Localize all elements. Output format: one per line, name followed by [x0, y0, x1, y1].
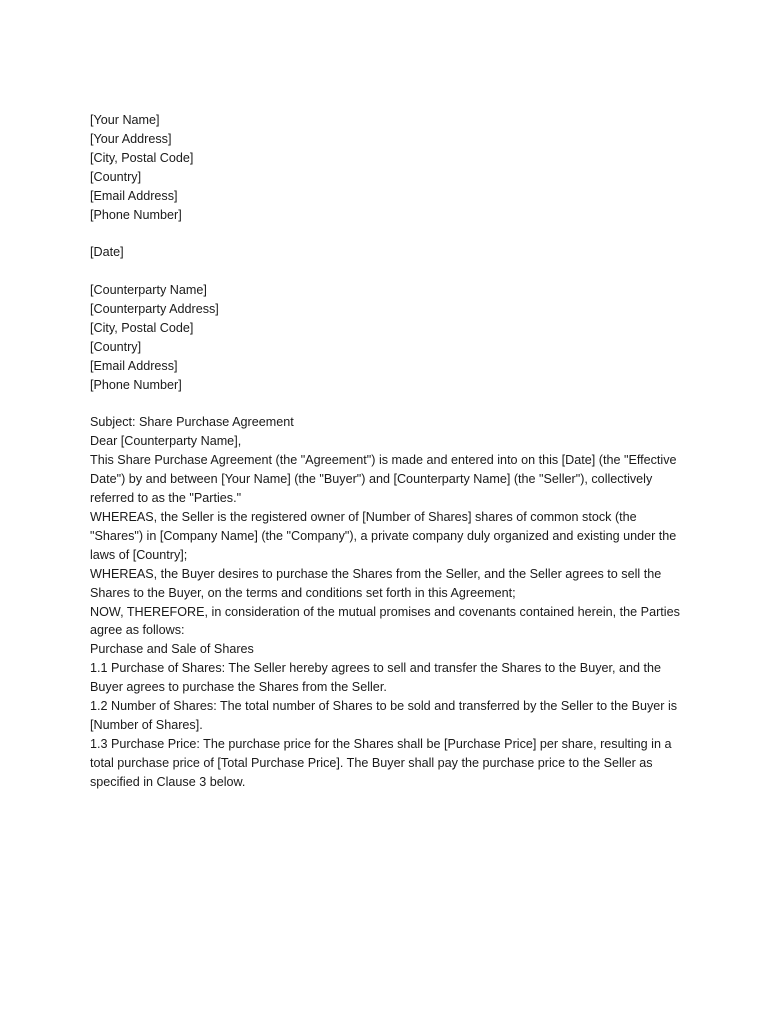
recipient-city: [City, Postal Code] — [90, 320, 194, 335]
recipient-block — [90, 281, 690, 394]
recipient-country: [Country] — [90, 339, 142, 354]
recipient-email: [Email Address] — [90, 358, 178, 373]
subject-line: Subject: Share Purchase Agreement — [90, 415, 294, 430]
letter-date: [Date] — [90, 245, 124, 260]
sender-country: [Country] — [90, 169, 142, 184]
now-therefore-paragraph: NOW, THEREFORE, in consideration of the mutual promises and covenants contained herein, the Parties agree as follows: — [90, 604, 680, 638]
sender-block — [90, 111, 690, 224]
recipient-name: [Counterparty Name] — [90, 283, 207, 298]
sender-email: [Email Address] — [90, 188, 178, 203]
recipient-address: [Counterparty Address] — [90, 302, 219, 317]
letter-body — [90, 111, 690, 792]
section-heading: Purchase and Sale of Shares — [90, 642, 254, 657]
sender-address: [Your Address] — [90, 131, 172, 146]
sender-name: [Your Name] — [90, 113, 160, 127]
whereas-paragraph-2: WHEREAS, the Buyer desires to purchase the Shares from the Seller, and the Seller agrees to sell the Shares to the Buyer, on the terms and conditions set forth in this Agreement; — [90, 566, 662, 600]
intro-paragraph: This Share Purchase Agreement (the "Agreement") is made and entered into on this [Date] (the "Effective Date") by and between [Your Name] (the "Buyer") and [Counterparty Name] (the "Seller"), collectively referred to as the "Parties." — [90, 453, 677, 506]
section-purchase-and-sale — [90, 640, 690, 791]
salutation: Dear [Counterparty Name], — [90, 434, 242, 449]
sender-city: [City, Postal Code] — [90, 150, 194, 165]
recipient-phone: [Phone Number] — [90, 377, 182, 392]
sender-phone: [Phone Number] — [90, 207, 182, 222]
clause-1-3: 1.3 Purchase Price: The purchase price for the Shares shall be [Purchase Price] per share, resulting in a total purchase price of [Total Purchase Price]. The Buyer shall pay the purchase price to the Seller as specified in Clause 3 below. — [90, 736, 672, 789]
whereas-paragraph-1: WHEREAS, the Seller is the registered owner of [Number of Shares] shares of common stock (the "Shares") in [Company Name] (the "Company"), a private company duly organized and existing under the laws of [Country]; — [90, 509, 677, 562]
date-block — [90, 243, 690, 262]
clause-1-1: 1.1 Purchase of Shares: The Seller hereby agrees to sell and transfer the Shares to the Buyer, and the Buyer agrees to purchase the Shares from the Seller. — [90, 661, 662, 695]
clause-1-2: 1.2 Number of Shares: The total number of Shares to be sold and transferred by the Seller to the Buyer is [Number of Shares]. — [90, 699, 678, 732]
